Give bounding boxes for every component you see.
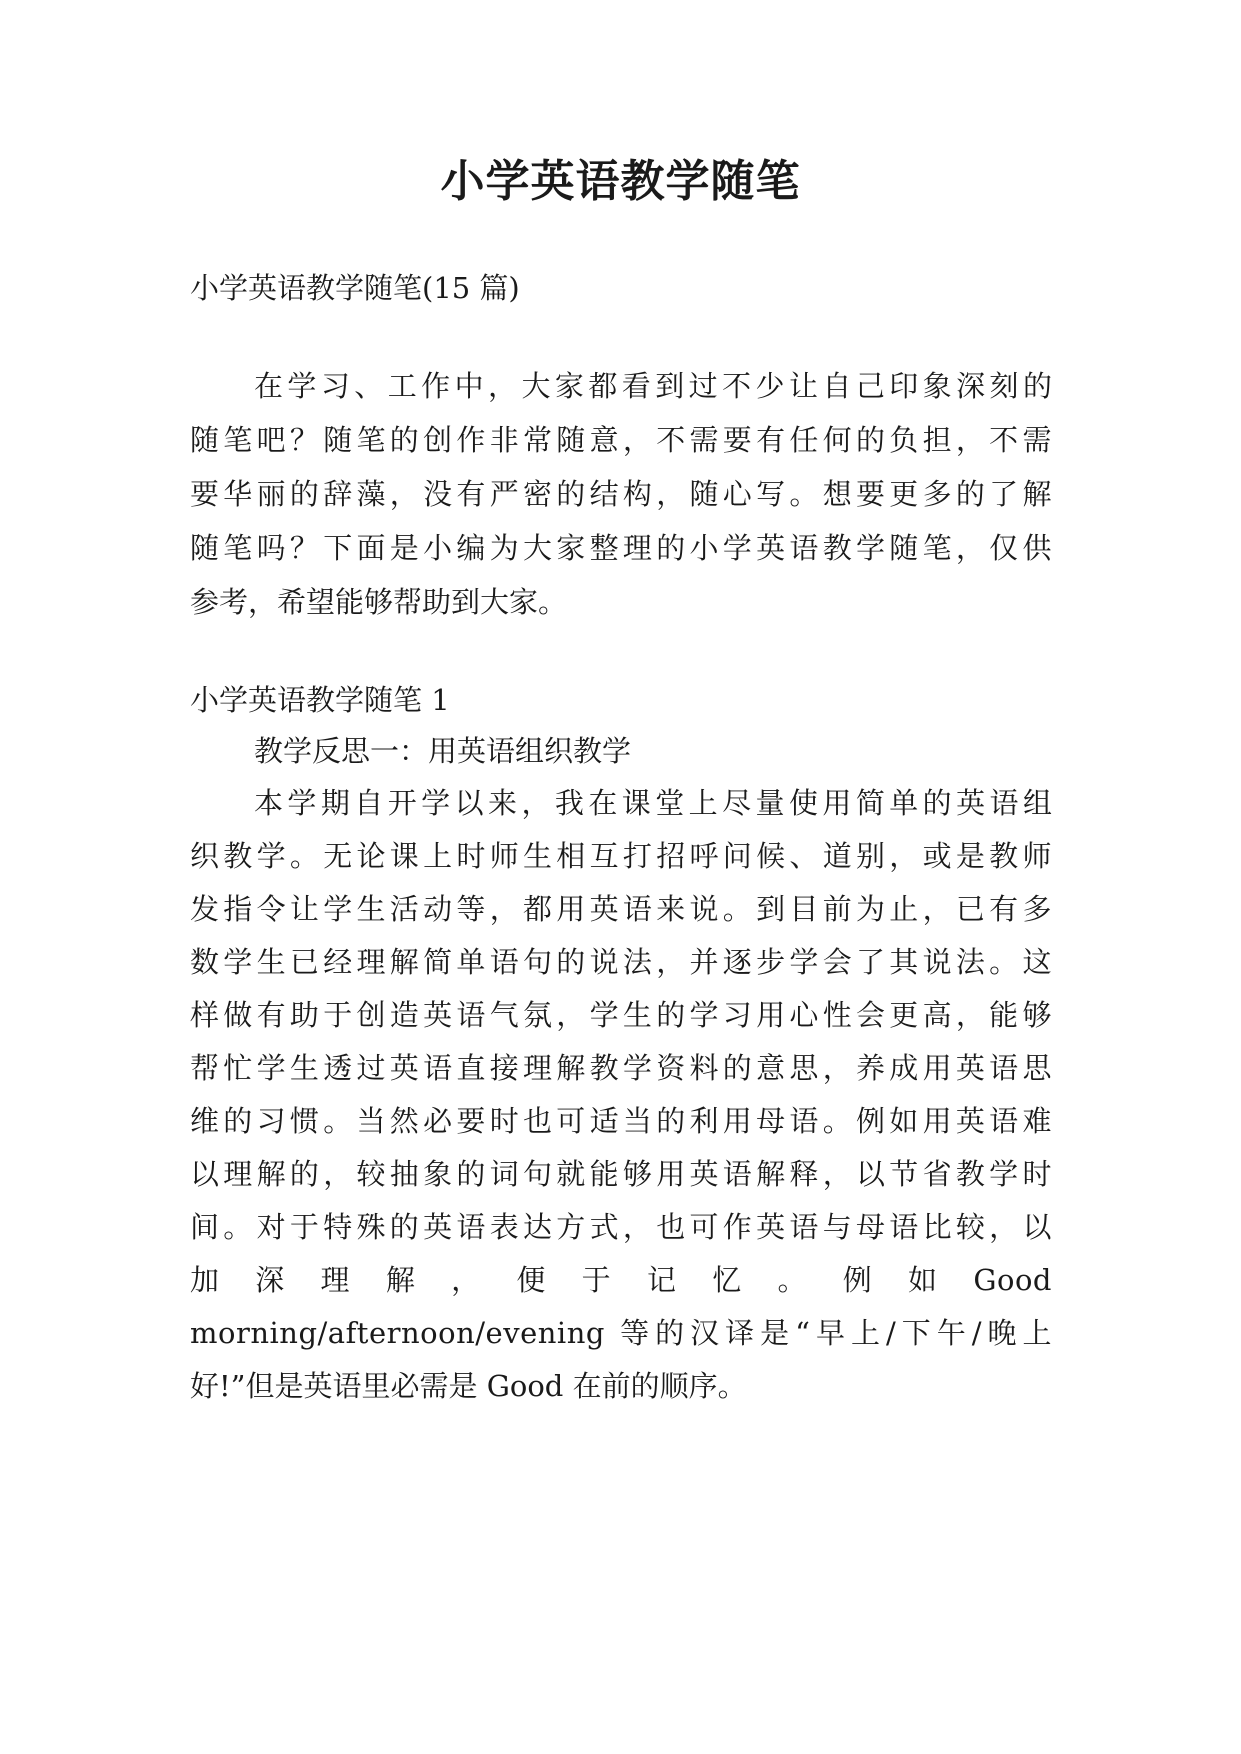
paragraph-line: 加 深 理 解 ， 便 于 记 忆 。 例 如 Good [190,1263,1052,1297]
paragraph-line: 随笔吧？随笔的创作非常随意，不需要有任何的负担，不需 [190,423,1052,457]
paragraph-line: 随笔吗？下面是小编为大家整理的小学英语教学随笔，仅供 [190,531,1052,565]
paragraph-line: 以理解的，较抽象的词句就能够用英语解释，以节省教学时 [190,1157,1052,1191]
document-title: 小学英语教学随笔 [440,156,801,207]
paragraph-line: 参考，希望能够帮助到大家。 [190,585,568,619]
paragraph-line: 间。对于特殊的英语表达方式，也可作英语与母语比较，以 [190,1210,1052,1244]
paragraph-line: 好!”但是英语里必需是 Good 在前的顺序。 [190,1369,747,1403]
paragraph-line: 样做有助于创造英语气氛，学生的学习用心性会更高，能够 [190,998,1052,1032]
paragraph-line: 维的习惯。当然必要时也可适当的利用母语。例如用英语难 [190,1104,1052,1138]
section-heading: 小学英语教学随笔 1 [190,683,450,717]
paragraph-line: 织教学。无论课上时师生相互打招呼问候、道别，或是教师 [190,839,1052,873]
paragraph-line: 帮忙学生透过英语直接理解教学资料的意思，养成用英语思 [190,1051,1052,1085]
paragraph-line: 本学期自开学以来，我在课堂上尽量使用简单的英语组 [254,786,1052,820]
paragraph-line: 在学习、工作中，大家都看到过不少让自己印象深刻的 [254,369,1052,403]
paragraph-line: 数学生已经理解简单语句的说法，并逐步学会了其说法。这 [190,945,1052,979]
paragraph-line: 要华丽的辞藻，没有严密的结构，随心写。想要更多的了解 [190,477,1052,511]
document-subtitle: 小学英语教学随笔(15 篇) [190,271,520,305]
section-subheading: 教学反思一：用英语组织教学 [254,734,632,768]
paragraph-line: morning/afternoon/evening 等的汉译是“早上/下午/晚上 [190,1316,1052,1350]
paragraph-line: 发指令让学生活动等，都用英语来说。到目前为止，已有多 [190,892,1052,926]
